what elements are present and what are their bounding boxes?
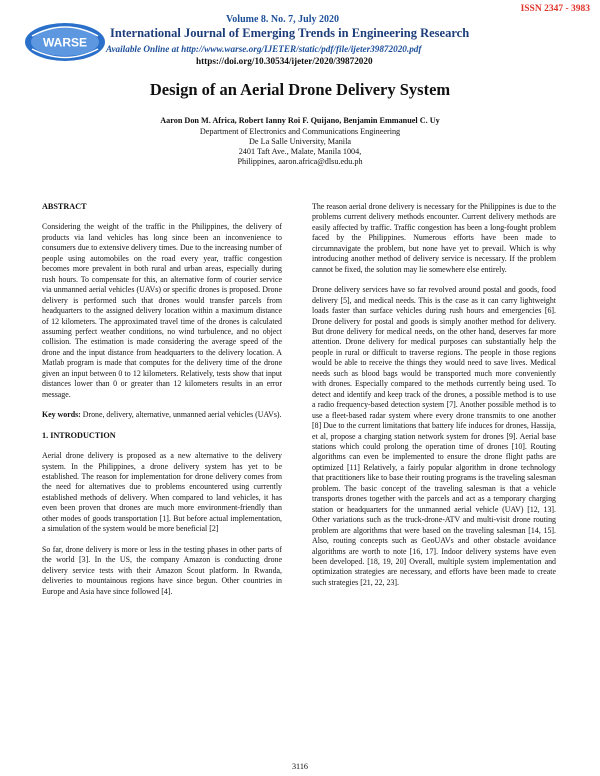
intro-heading: 1. INTRODUCTION xyxy=(42,430,116,440)
available-online-link[interactable]: Available Online at http://www.warse.org/IJETER/static/pdf/file/ijeter39872020.pdf xyxy=(106,44,422,54)
paper-title: Design of an Aerial Drone Delivery System xyxy=(149,80,451,99)
keywords-text: Drone, delivery, alternative, unmanned aerial vehicles (UAVs). xyxy=(80,410,282,420)
keywords xyxy=(42,410,282,420)
paper-authors: Aaron Don M. Africa, Robert Ianny Roi F. Quijano, Benjamin Emmanuel C. Uy xyxy=(160,116,440,125)
affiliation-line: De La Salle University, Manila xyxy=(248,137,351,146)
abstract-text: Considering the weight of the traffic in the Philippines, the delivery of products via land vehicles has long since been an inconvenience to consumers due to extensive delivery times. Due to the increasing number of people using automobiles on the road every year, traffic congestion becomes more prevalent in both rural and urban areas, especially during rush hours. To compensate for this, an alternative form of courier service via unmanned aerial vehicles (UAVs) or specific drones is proposed. Drone delivery is performed such that drones would transfer parcels from headquarters to the assigned delivery location within a maximum distance of 12 kilometers. The approximated travel time of the drones is calculated assuming perfect weather conditions, no wind turbulence, and no object collision. The estimation is made considering the average speed of the drone and the input distance from headquarters to the delivery location. A Matlab program is made that computes for the delivery time of the drone given an input between 0 to 12 kilometers. Relatively, tests show that input distances lower than 0 or greater than 12 kilometers results in an error message. xyxy=(42,222,282,399)
left-column xyxy=(42,202,282,607)
logo-text: WARSE xyxy=(42,35,88,50)
keywords-label: Key words: xyxy=(42,410,81,420)
affiliation-line: 2401 Taft Ave., Malate, Manila 1004, xyxy=(238,147,362,156)
journal-title: International Journal of Emerging Trends in Engineering Research xyxy=(110,26,470,40)
right-column xyxy=(312,202,556,598)
affiliation-email: Philippines, aaron.africa@dlsu.edu.ph xyxy=(237,157,363,166)
issn-label: ISSN 2347 - 3983 xyxy=(520,4,590,14)
intro-paragraph-1: Aerial drone delivery is proposed as a new alternative to the delivery system. In the Philippines, a drone delivery system has yet to be established. The reason for implementation for drone delivery comes from the need for alternatives due to problems encountered using currently established methods of delivery. When compared to land vehicles, it has even been proven that drones are much more environment-friendly than other modes of goods transportation [1]. But before actual implementation, a simulation of the system would be more beneficial [2] xyxy=(42,451,282,534)
doi-link[interactable]: https://doi.org/10.30534/ijeter/2020/39872020 xyxy=(196,56,373,66)
intro-paragraph-3: The reason aerial drone delivery is necessary for the Philippines is due to the problems current delivery methods encounter. Current delivery methods are easily affected by traffic. Traffic congestion has been a long-fought problem faced by the Philippines. Numerous efforts have been made to circumnavigate the problem, but none have yet to prevail. Which is why introducing another method of delivery service is necessary. If the problem cannot be fixed, the solution may lie somewhere else entirely. xyxy=(312,202,556,274)
affiliation-line: Department of Electronics and Communications Engineering xyxy=(199,127,401,136)
volume-info: Volume 8. No. 7, July 2020 xyxy=(226,14,339,25)
warse-logo-icon xyxy=(22,20,108,64)
page-number: 3116 xyxy=(291,762,309,771)
abstract-heading: ABSTRACT xyxy=(42,202,87,211)
intro-paragraph-2: So far, drone delivery is more or less in the testing phases in other parts of the world [3]. In the US, the company Amazon is conducting drone delivery service tests with their Amazon Scout platform. In Rwanda, deliveries to mountainous regions have since begun. Other countries in Europe and Asia have since followed [4]. xyxy=(42,544,282,596)
intro-paragraph-4: Drone delivery services have so far revolved around postal and goods, food delivery [5], and medical needs. This is the case as it can carry lightweight loads faster than surface vehicles during rush hours and emergencies [6]. Drone delivery for postal and goods is simply another method for delivery. But drone delivery for medical needs, on the other hand, deserves far more attention. Drone delivery for medical purposes can substantially help the people in rural or difficult to traverse regions. The people in those regions would be able to receive the things they would need to save lives. Medical needs such as blood bags would be transported much more conveniently with drones. Especially compared to the methods currently being used. To detect and identify and keep track of the drones, a possible method is to use a radio frequency-based detection system [7]. Another possible method is to use a fleet-based radar system where every drone transmits to one another [8] Due to the current limitations that battery life induces for drones, Hassija, et al, propose a charging station network system for drones [9]. Aerial base stations which could prolong the operation time of drones [10]. Routing algorithms can even be implemented to ensure the drone flight paths are optimized [11] Relatively, a fairly popular algorithm in drone technology that practitioners like to base their routing programs is the traveling salesman problem. The basic concept of the traveling salesman is that a vehicle transports drones together with the parcels and act as a temporary charging station or headquarters for the unmanned aerial vehicle (UAV) [12, 13]. Other variations such as the truck-drone-ATV and multi-visit drone routing problem are algorithms that were based on the traveling salesman [14, 15]. Also, routing concepts such as GeoUAVs and other obstacle avoidance algorithms are worth to note [16, 17]. Indoor delivery systems have even been developed. [18, 19, 20] Overall, multiple system implementation and optimization strategies are necessary, and efforts have been made to create such strategies [21, 22, 23]. xyxy=(312,285,556,587)
